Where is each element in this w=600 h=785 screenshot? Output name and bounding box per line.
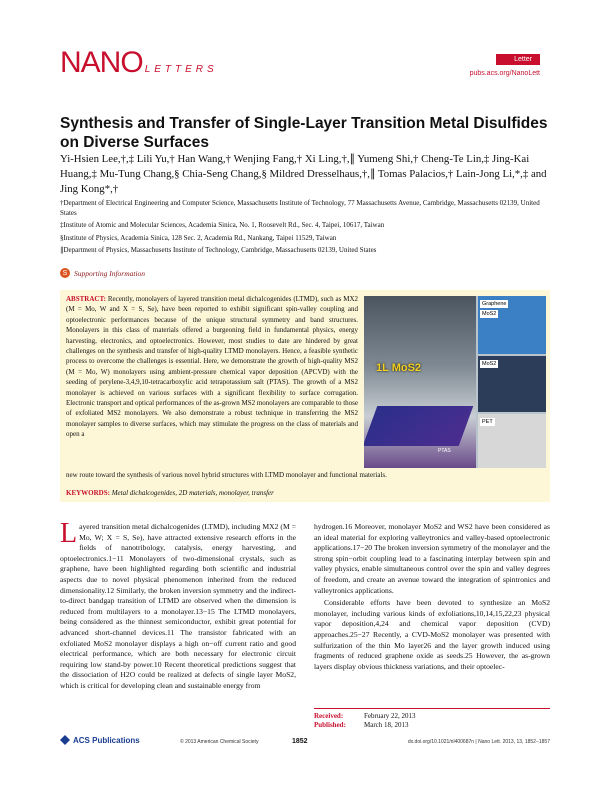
keywords	[66, 489, 274, 497]
publication-dates	[314, 712, 416, 730]
toc-main-label: 1L MoS2	[376, 362, 422, 374]
body-paragraph: Considerable efforts have been devoted to synthesize an MoS2 monolayer, including various kinds of exfoliations,10,14,15,22,23 physical vapor deposition,4,24 and chemical vapor deposition (CVD) approaches.25−27 Recently, a CVD-MoS2 monolayer was presented with sulfurization of the thin Mo layer26 and the layer growth induced using fragments of reduced graphene oxide as seeds.25 However, the as-grown layers display obvious thickness variations, and their optoelec-	[314, 598, 550, 671]
toc-panel-mos2	[478, 356, 546, 412]
publisher-name: ACS Publications	[73, 735, 140, 745]
acs-publications-logo[interactable]	[60, 735, 140, 745]
supporting-info-label: Supporting Information	[74, 268, 146, 278]
body-paragraph: hydrogen.16 Moreover, monolayer MoS2 and WS2 have been considered as an ideal material for exploring valleytronics and valley-based optoelectronic applications.17−20 The broken inversion symmetry of the monolayer and the strong spin−orbit coupling lead to a fascinating interplay between spin and valley physics, enable simultaneous control over the spin and valley degrees of freedom, and create an avenue toward the integration of spintronics and valleytronics applications.	[314, 522, 550, 595]
journal-logo-nano: NANO	[60, 46, 143, 79]
published-label: Published:	[314, 721, 346, 729]
page-number: 1852	[292, 738, 308, 745]
toc-graphic	[364, 296, 546, 468]
acs-logo-icon	[60, 735, 70, 745]
article-type-badge: Letter	[496, 54, 540, 65]
toc-panel-label: Graphene	[482, 301, 507, 307]
page-footer	[60, 735, 550, 749]
journal-url-link[interactable]: pubs.acs.org/NanoLett	[469, 70, 540, 77]
author-list: Yi-Hsien Lee,†,‡ Lili Yu,† Han Wang,† Wenjing Fang,† Xi Ling,†,∥ Yumeng Shi,† Cheng-Te Lin,‡ Jing-Kai Huang,‡ Mu-Tung Chang,§ Chia-Seng Chang,§ Mildred Dresselhaus,†,∥ Tomas Palacios,† Lain-Jong Li,*,‡ and Jing Kong*,†	[60, 153, 547, 195]
toc-panel-graphene	[478, 296, 546, 354]
dates-divider	[314, 708, 550, 709]
supporting-info-link[interactable]	[60, 268, 145, 278]
body-column-right	[314, 522, 550, 672]
affiliation-item: §Institute of Physics, Academia Sinica, 128 Sec. 2, Academia Rd., Nankang, Taipei 11529, Taiwan	[60, 233, 337, 242]
toc-panel-label: PET	[482, 419, 493, 425]
journal-header	[60, 46, 540, 86]
abstract-tail: new route toward the synthesis of various novel hybrid structures with LTMD monolayer and functional materials.	[66, 471, 387, 479]
keywords-heading: KEYWORDS:	[66, 489, 110, 497]
drop-cap: L	[60, 518, 78, 549]
copyright-notice: © 2013 American Chemical Society	[180, 739, 259, 745]
affiliation-item: †Department of Electrical Engineering and Computer Science, Massachusetts Institute of Technology, 77 Massachusetts Avenue, Cambridge, Massachusetts 02139, United States	[60, 199, 540, 218]
received-label: Received:	[314, 712, 344, 720]
doi-citation-link[interactable]: dx.doi.org/10.1021/nl400687n | Nano Lett. 2013, 13, 1852−1857	[407, 739, 550, 745]
affiliations	[60, 198, 550, 257]
toc-main-panel	[364, 296, 476, 468]
toc-panel-label: MoS2	[482, 311, 497, 317]
toc-panel-pet	[478, 414, 546, 468]
supporting-info-icon: S	[60, 268, 70, 278]
toc-substrate-shape	[364, 406, 473, 446]
journal-logo	[60, 46, 218, 80]
body-column-left	[60, 518, 296, 692]
article-title: Synthesis and Transfer of Single-Layer Transition Metal Disulfides on Diverse Surfaces	[60, 115, 548, 151]
toc-side-panels	[478, 296, 546, 468]
abstract-body: Recently, monolayers of layered transition metal dichalcogenides (LTMD), such as MX2 (M = Mo, W and X = S, Se), have been reported to exhibit significant spin-valley coupling and optoelectronic performances because of the unique structural symmetry and band structures. Monolayers in this class of materials offered a burgeoning field in fundamental physics, energy harvesting, electronics, and optoelectronics. However, most studies to date are hindered by great challenges on the synthesis and transfer of high-quality LTMD monolayers. Hence, a feasible synthetic process to overcome the challenges is essential. Here, we demonstrate the growth of high-quality MS2 (M = Mo, W) monolayers using ambient-pressure chemical vapor deposition (APCVD) with the seeding of perylene-3,4,9,10-tetracarboxylic acid tetrapotassium salt (PTAS). The growth of a MS2 monolayer is achieved on various surfaces with a significant flexibility to surface corrugation. Electronic transport and optical performances of the as-grown MS2 monolayers are comparable to those of exfoliated MS2 monolayers. We also demonstrate a robust technique in transferring the MS2 monolayer samples to diverse surfaces, which may stimulate the progress on the class of materials and open a	[66, 295, 359, 439]
abstract-text	[66, 294, 358, 440]
abstract-heading: ABSTRACT:	[66, 295, 106, 303]
received-date: February 22, 2013	[364, 712, 416, 720]
journal-logo-letters: LETTERS	[144, 64, 218, 75]
toc-panel-label: MoS2	[482, 361, 497, 367]
published-date: March 18, 2013	[364, 721, 409, 729]
toc-ptas-label: PTAS	[438, 448, 451, 454]
affiliation-item: ∥Department of Physics, Massachusetts Institute of Technology, Cambridge, Massachusetts 02139, United States	[60, 245, 377, 254]
keywords-list: Metal dichalcogenides, 2D materials, monolayer, transfer	[111, 489, 274, 497]
abstract-box	[60, 290, 550, 502]
body-paragraph: ayered transition metal dichalcogenides (LTMD), including MX2 (M = Mo, W; X = S, Se), have attracted extensive research efforts in the fields of nanotribology, catalysis, energy harvesting, and optoelectronics.1−11 Monolayers of two-dimensional crystals, such as graphene, have been highlighted regarding both scientific and industrial aspects due to novel physical phenomenon inherited from the reduced dimensionality.12 Similarly, the broken inversion symmetry and the indirect-to-direct bandgap transition of LTMD are observed when the dimension is reduced from multilayers to a monolayer.13−15 The LTMD monolayers, being considered as the thinnest semiconductor, exhibit great potential for advanced short-channel devices.11 The transistor fabricated with an exfoliated MoS2 monolayer displays a high on−off current ratio and good electrical performance, which are both necessary for electronic circuit requiring low stand-by power.10 Recent theoretical predictions suggest that the dissociation of H2O could be realized at defects of single layer MoS2, which is critical for developing clean and sustainable energy from	[60, 522, 296, 690]
affiliation-item: ‡Institute of Atomic and Molecular Sciences, Academia Sinica, No. 1, Roosevelt Rd., Sec. 4, Taipei, 10617, Taiwan	[60, 221, 385, 230]
